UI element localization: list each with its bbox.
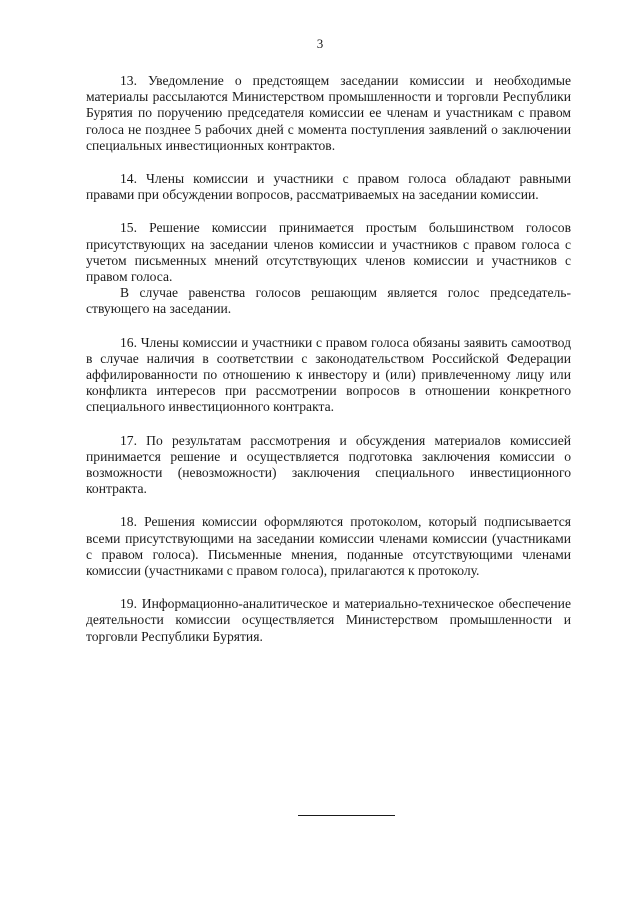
paragraph: 19. Информационно-аналитическое и материально-техническое обеспечение деятельности комиссии осуществляется Министерством промышленности и торговли Республики Бурятия. xyxy=(86,596,571,644)
paragraph: 17. По результатам рассмотрения и обсуждения материалов комиссией принимается решение и осуществляется подготовка заключения комиссии о возможности (невозможности) заключения специального инвестиционного контракта. xyxy=(86,432,571,497)
paragraph: 16. Члены комиссии и участники с правом голоса обязаны заявить самоотвод в случае наличия в соответствии с законодательством Российской Федерации аффилированности по отношению к инвестору и (или) привлеченному лицу или конфликта интересов при рассмотрении вопросов в отношении конкретного специального инвестиционного контракта. xyxy=(86,334,571,415)
paragraph: В случае равенства голосов решающим является голос председательствующего на заседании. xyxy=(86,285,571,317)
clause-19 xyxy=(86,596,571,645)
paragraph: 15. Решение комиссии принимается простым большинством голосов присутствующих на заседании членов комиссии и участников с правом голоса с учетом письменных мнений отсутствующих членов комиссии и участников с правом голоса. xyxy=(86,220,571,285)
paragraph: 13. Уведомление о предстоящем заседании комиссии и необходимые материалы рассылаются Министерством промышленности и торговли Республики Бурятия по поручению председателя комиссии ее членам и участникам с правом голоса не позднее 5 рабочих дней с момента поступления заявлений о заключении специальных инвестиционных контрактов. xyxy=(86,73,571,153)
clause-13 xyxy=(86,73,571,154)
clause-17 xyxy=(86,433,571,498)
clause-15 xyxy=(86,220,571,317)
clause-16 xyxy=(86,335,571,416)
paragraph: 18. Решения комиссии оформляются протоколом, который подписывается всеми присутствующими на заседании комиссии членами комиссии (участниками с правом голоса). Письменные мнения, поданные отсутствующими членами комиссии (участниками с правом голоса), прилагаются к протоколу. xyxy=(86,514,571,579)
page-number: 3 xyxy=(316,36,324,51)
clause-18 xyxy=(86,514,571,579)
document-body xyxy=(86,73,571,645)
end-of-document-rule xyxy=(298,815,395,816)
clause-14 xyxy=(86,171,571,203)
paragraph: 14. Члены комиссии и участники с правом голоса обладают равными правами при обсуждении вопросов, рассматриваемых на заседании комиссии. xyxy=(86,171,571,203)
